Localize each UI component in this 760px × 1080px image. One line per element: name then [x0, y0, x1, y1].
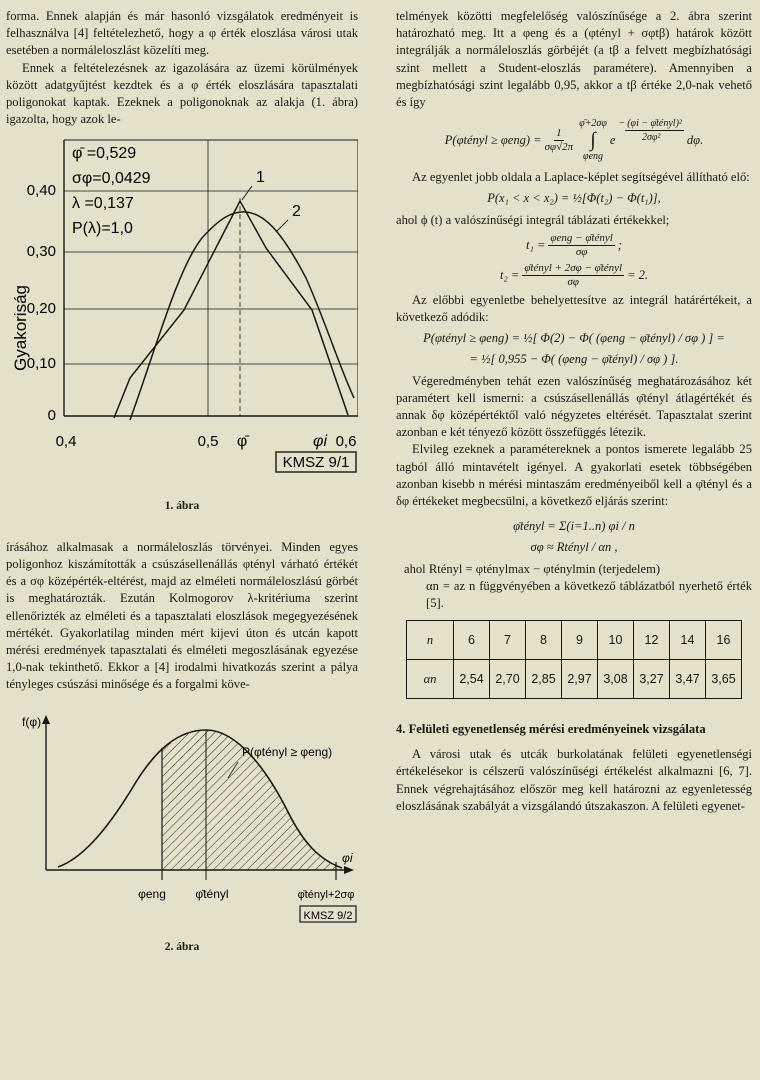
x-mark-tenyl: φ̄tényl — [195, 886, 229, 901]
figure-stamp: KMSZ 9/1 — [282, 454, 350, 472]
y-tick-label: 0,40 — [26, 182, 56, 200]
x-tick-label: 0,5 — [197, 433, 219, 451]
section-heading: 4. Felületi egyenetlenség mérési eredményeinek vizsgálata — [396, 722, 706, 737]
x-tick-label: 0,4 — [55, 433, 77, 451]
table-cell: 10 — [598, 621, 634, 660]
table-cell: 3,27 — [634, 660, 670, 699]
curve-label-2: 2 — [292, 203, 301, 221]
y-tick-label: 0,20 — [26, 300, 56, 318]
curve-label-1: 1 — [256, 169, 265, 187]
stat-sigma: σφ=0,0429 — [72, 170, 151, 188]
figure-2 — [6, 712, 358, 956]
table-cell: 16 — [706, 621, 742, 660]
normal-curve — [130, 212, 354, 420]
table-header: αn — [407, 660, 454, 699]
table-cell: 2,85 — [526, 660, 562, 699]
y-tick-label: 0,10 — [26, 355, 56, 373]
equation-t2: t₂ = $\frac{\text{φ̄tényl + 2σφ − φ̄tényl}}{\sigma\varphi}$ = 2. — [499, 261, 649, 288]
equation-sigma: σφ ≈ Rtényl / αn , — [530, 540, 618, 555]
table-cell: 14 — [670, 621, 706, 660]
x-mark-eng: φeng — [138, 886, 166, 901]
paragraph: A városi utak és utcák burkolatának felületi egyenetlenségi értékelésekor is célszerű valószínűségi értékelést alkalmazni [6, 7]. Ennek végrehajtásához először meg kell határozni az egyenletesség eloszlásának szabályát a vizsgálandó útszakaszon. A felületi egyenet- — [396, 747, 752, 813]
table-cell: 9 — [562, 621, 598, 660]
table-cell: 8 — [526, 621, 562, 660]
paragraph: Elvileg ezeknek a paramétereknek a pontos ismerete legalább 25 tagból álló mintavételt igényel. A gyakorlati esetek többségében azonban kisebb n mérési mintaszám eredményeiből kell a φ̄tényl és a δφ értékeket megbecsülni, a következő eljárás szerint: — [396, 442, 752, 509]
paragraph: Végeredményben tehát ezen valószínűség meghatározásához két paramétert kell ismerni: a csúszásellenállás φ̄tényl átlagértékét és annak δφ középértéktől való négyzetes eltérését. Tapasztalat szerint azonban e két tényező között összefüggés létezik. — [396, 373, 752, 440]
left-column — [6, 8, 358, 956]
area-label: P(φtényl ≥ φeng) — [242, 744, 333, 759]
table-cell: 2,97 — [562, 660, 598, 699]
paragraph: Az előbbi egyenletbe behelyettesítve az integrál határértékeit, a következő adódik: — [396, 292, 752, 325]
table-header: n — [407, 621, 454, 660]
table-row — [407, 660, 742, 699]
equation-result-a: P(φtényl ≥ φeng) = ½[ Φ(2) − Φ( (φeng − φ̄tényl) / σφ ) ] = — [423, 331, 725, 346]
table-row — [407, 621, 742, 660]
figure-caption: 2. ábra — [164, 940, 200, 953]
alpha-table — [406, 620, 742, 699]
definition-alpha: αn = az n függvényében a következő táblázatból nyerhető érték [5]. — [426, 578, 752, 611]
table-cell: 3,08 — [598, 660, 634, 699]
stat-p-lambda: P(λ)=1,0 — [72, 220, 133, 238]
table-cell: 3,65 — [706, 660, 742, 699]
equation-t1: t₁ = $\frac{\text{φeng − φ̄tényl}}{\sigma\varphi}$ ; — [526, 231, 622, 258]
eq-lhs: P(φtényl ≥ φeng) = — [444, 132, 542, 147]
y-tick-label: 0 — [47, 407, 56, 425]
table-cell: 3,47 — [670, 660, 706, 699]
equation-probability-integral: P(φtényl ≥ φeng) = $\frac{1}{\sigma\varphi√2\pi}$ φ̄+2σφ ∫ φeng e − (φi − φ̄tényl)² 2σφ² dφ. — [444, 117, 704, 163]
table-cell: 2,70 — [490, 660, 526, 699]
table-cell: 6 — [454, 621, 490, 660]
x-marker-phi-i: φi — [313, 433, 327, 451]
figure-stamp: KMSZ 9/2 — [303, 909, 353, 922]
stat-lambda: λ =0,137 — [72, 195, 134, 213]
y-axis-label: Gyakoriság — [11, 285, 30, 372]
paragraph: telmények közötti megfelelőség valószínűsége a 2. ábra szerint határozható meg. Itt a φeng és a (φtényl + σφtβ) határok között integrálják a normáleloszlás görbéjét (a tβ a felvett megbízhatósági szint mellett a Student-eloszlás paramétere). Amennyiben a megbízhatósági szint legalább 0,95, akkor a tβ értéke 2,0-nak vehető és így — [396, 9, 752, 110]
y-axis-label: f(φ) — [22, 714, 42, 729]
figure-2-plot — [6, 712, 358, 938]
table-cell: 12 — [634, 621, 670, 660]
paragraph: írásához alkalmasak a normáleloszlás törvényei. Minden egyes poligonhoz kiszámították a csúszásellenállás φtényl várható értékét és a σφ középérték-eltérést, majd az elméleti normáleloszlású görbét is meghatározták. Ezután Kolmogorov λ-kritériuma szerint ellenőrizték az elméleti és a tapasztalati eloszlások megegyezésének mértékét. Gyakorlatilag minden mért kijevi úton és utcán kapott mérési eredmények tapasztalati és elméleti megoszlásának egyezése 1,0-nak tekinthető. Ekkor a [4] irodalmi hivatkozás szerint a pálya tényleges csúszási minősége és a forgalmi köve- — [6, 539, 358, 692]
paragraph: Ennek a feltételezésnek az igazolására az üzemi körülmények között adatgyűjtést kezdtek és a φ érték eloszlására tapasztalati poligonokat kaptak. Ezeknek a poligonoknak az alakja (1. ábra) igazolta, hogy azok le- — [6, 60, 358, 127]
equation-result-b: = ½[ 0,955 − Φ( (φeng − φ̄tényl) / σφ ) ]. — [469, 352, 679, 367]
figure-1 — [6, 128, 358, 514]
x-axis-label: φi — [342, 850, 353, 865]
y-tick-label: 0,30 — [26, 243, 56, 261]
definition-range: ahol Rtényl = φténylmax − φténylmin (terjedelem) — [404, 561, 661, 576]
figure-1-plot — [6, 128, 358, 488]
table-cell: 7 — [490, 621, 526, 660]
x-mark-tenyl-2sigma: φ̄tényl+2σφ — [297, 888, 355, 901]
stat-mean: φ̄ =0,529 — [72, 145, 137, 163]
figure-caption: 1. ábra — [164, 499, 200, 512]
paragraph: ahol ϕ (t) a valószínűségi integrál táblázati értékekkel; — [396, 212, 670, 227]
table-cell: 2,54 — [454, 660, 490, 699]
equation-mean: φ̄tényl = Σ(i=1..n) φi / n — [513, 519, 635, 534]
equation-laplace: P(x₁ < x < x₂) = ½[Φ(t₂) − Φ(t₁)], — [487, 191, 661, 206]
empirical-polygon — [114, 201, 348, 418]
x-marker-mean: φ̄ — [236, 433, 248, 451]
x-tick-label: 0,6 — [335, 433, 357, 451]
paragraph: Az egyenlet jobb oldala a Laplace-képlet segítségével állítható elő: — [412, 170, 750, 185]
right-column — [396, 8, 752, 815]
paragraph: forma. Ennek alapján és már hasonló vizsgálatok eredményeit is felhasználva [4] feltételezhető, hogy a φ érték eloszlása városi utak esetében a normáleloszlást közelíti meg. — [6, 9, 358, 58]
